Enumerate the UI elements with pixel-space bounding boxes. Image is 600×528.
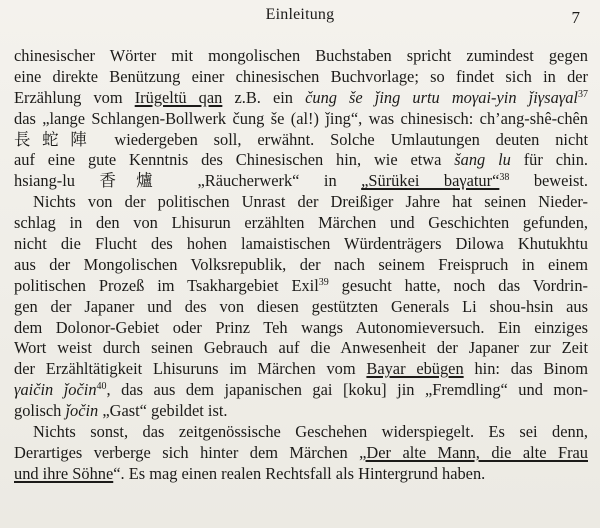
text-segment: “. Es mag einen realen Rechtsfall als Hintergrund haben. bbox=[113, 463, 486, 483]
text-segment: eine direkte Benützung einer chinesischen Buchvorlage; so findet sich in der bbox=[14, 66, 588, 86]
text-line bbox=[14, 422, 588, 443]
text-line bbox=[14, 234, 588, 255]
text-line bbox=[14, 443, 588, 464]
underlined-title: Irügeltü qan bbox=[134, 87, 223, 107]
text-line bbox=[14, 213, 588, 234]
footnote-marker: 38 bbox=[499, 172, 510, 184]
text-segment: auf eine gute Kenntnis des Chinesischen hin, wie etwa bbox=[14, 150, 455, 170]
text-line bbox=[14, 46, 588, 67]
text-segment: Wort weist durch seinen Gebrauch auf die Anwesenheit der Japaner zur Zeit bbox=[14, 338, 588, 358]
italic-term: čung še ǰing urtu moγai-yin ǰiγsaγal bbox=[305, 87, 578, 107]
underlined-title: und ihre Söhne bbox=[14, 463, 114, 483]
underlined-title: Bayar ebügen bbox=[366, 359, 464, 379]
text-segment: dem Dolonor-Gebiet oder Prinz Teh wangs Autonomieversuch. Ein einziges bbox=[14, 317, 588, 337]
text-line bbox=[14, 297, 588, 318]
text-segment: , das aus dem japanischen gai [koku] jin „Fremdling“ und mon- bbox=[106, 380, 588, 400]
text-line bbox=[14, 88, 588, 109]
text-line bbox=[14, 276, 588, 297]
text-line bbox=[14, 150, 588, 171]
text-line bbox=[14, 359, 588, 380]
text-segment: nicht die Flucht des hohen lamaistischen Würdenträgers Dilowa Khutukhtu bbox=[14, 234, 588, 254]
footnote-marker: 37 bbox=[578, 88, 588, 100]
text-segment: aus der Mongolischen Volksrepublik, der nach seinem Freispruch in einem bbox=[14, 254, 588, 274]
text-segment: beweist. bbox=[509, 171, 589, 191]
running-title: Einleitung bbox=[265, 6, 335, 23]
page-number: 7 bbox=[571, 8, 580, 27]
text-line bbox=[14, 464, 588, 485]
text-line bbox=[14, 380, 588, 401]
text-line bbox=[14, 401, 588, 422]
body-text bbox=[14, 46, 588, 485]
text-segment: für chin. bbox=[510, 150, 589, 170]
text-segment: Nichts von der politischen Unrast der Dreißiger Jahre hat seinen Nieder- bbox=[33, 192, 588, 212]
footnote-marker: 40 bbox=[96, 381, 107, 393]
text-segment: schlag in den von Lhisurun erzählten Märchen und Geschichten gefunden, bbox=[14, 213, 588, 233]
underlined-title: „Der alte Mann, die alte Frau bbox=[359, 442, 588, 462]
running-head bbox=[0, 6, 600, 30]
text-segment: chinesischer Wörter mit mongolischen Buchstaben spricht zumindest gegen bbox=[14, 46, 588, 65]
text-line bbox=[14, 255, 588, 276]
text-segment: hsiang-lu bbox=[14, 171, 100, 191]
text-line bbox=[14, 109, 588, 130]
text-line bbox=[14, 318, 588, 339]
text-segment: der Erzähltätigkeit Lhisuruns im Märchen vom bbox=[14, 359, 367, 379]
text-segment: 長蛇陣 bbox=[14, 129, 99, 149]
underlined-title: „Sürükei baγatur“ bbox=[361, 171, 500, 191]
italic-term: šang lu bbox=[454, 150, 511, 170]
text-line bbox=[14, 338, 588, 359]
italic-term: ǰočin bbox=[65, 401, 99, 421]
text-segment: 香爐 bbox=[99, 171, 174, 191]
text-segment: das „lange Schlangen-Bollwerk čung še (al!) ǰing“, was chinesisch: ch’ang-shê-chên bbox=[14, 108, 588, 128]
text-segment: gen der Japaner und des von diesen gestützten Generals Li shou-hsin aus bbox=[14, 296, 588, 316]
italic-term: γaičin ǰočin bbox=[14, 380, 97, 400]
text-segment: gesucht hatte, noch das Vordrin- bbox=[328, 275, 588, 295]
text-segment: Erzählung vom bbox=[14, 87, 135, 107]
text-segment: wiedergeben soll, erwähnt. Solche Umlautungen deuten nicht bbox=[98, 129, 589, 149]
text-line bbox=[14, 192, 588, 213]
text-segment: Derartiges verberge sich hinter dem Märchen bbox=[14, 442, 360, 462]
text-segment: politischen Prozeß im Tsakhargebiet Exil bbox=[14, 275, 319, 295]
text-segment: hin: das Binom bbox=[463, 359, 588, 379]
footnote-marker: 39 bbox=[318, 276, 329, 288]
text-segment: z.B. ein bbox=[222, 87, 306, 107]
text-line bbox=[14, 130, 588, 151]
text-segment: golisch bbox=[14, 401, 66, 421]
text-line bbox=[14, 171, 588, 192]
text-segment: „Gast“ gebildet ist. bbox=[98, 401, 228, 421]
text-line bbox=[14, 67, 588, 88]
text-segment: „Räucherwerk“ in bbox=[173, 171, 362, 191]
text-segment: Nichts sonst, das zeitgenössische Geschehen widerspiegelt. Es sei denn, bbox=[33, 422, 588, 442]
